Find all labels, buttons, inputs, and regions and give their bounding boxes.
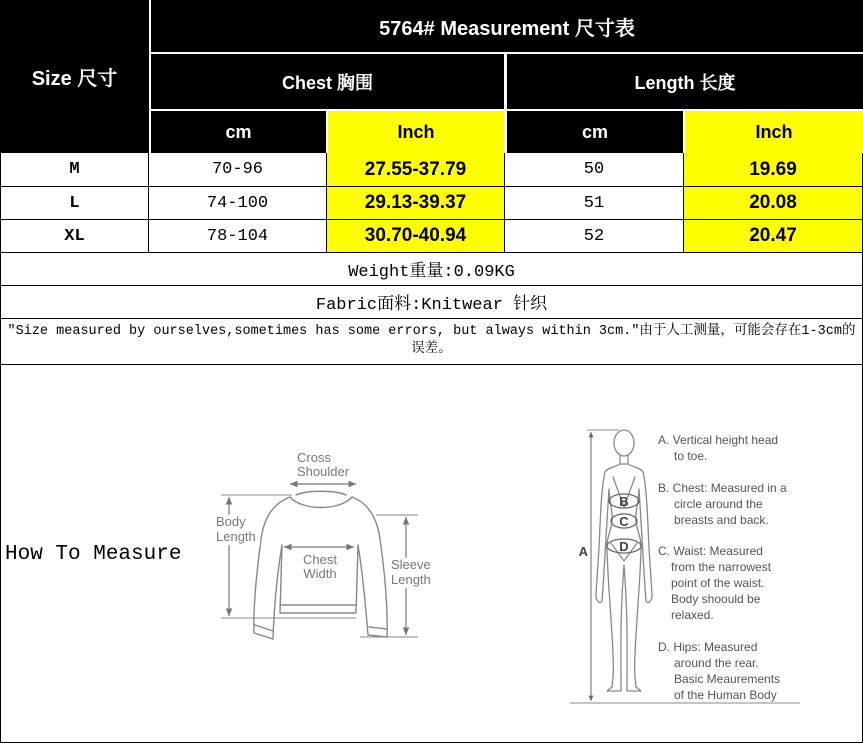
note-d-line: of the Human Body	[674, 688, 777, 702]
note-d-line: around the rear.	[674, 656, 759, 670]
length-cm-cell: 50	[505, 153, 684, 186]
chest-width-label: Width	[303, 566, 337, 581]
marker-d: D	[619, 539, 629, 554]
size-cell: XL	[0, 220, 149, 252]
size-cell: M	[0, 153, 149, 186]
note-a-line: to toe.	[674, 449, 708, 463]
cross-shoulder-label: Cross	[297, 450, 331, 465]
fabric-row: Fabric面料:Knitwear 针织	[0, 286, 863, 319]
sweater-diagram	[210, 445, 440, 650]
note-c-line: Body shoould be	[671, 592, 761, 606]
length-inch-cell: 19.69	[684, 153, 863, 186]
length-inch-cell: 20.08	[684, 187, 863, 219]
table-row	[0, 153, 863, 187]
note-b-line: B. Chest: Measured in a	[658, 481, 787, 495]
marker-b: B	[619, 494, 629, 509]
size-header: Size 尺寸	[0, 0, 149, 153]
body-length-label: Length	[216, 529, 256, 544]
note-c-line: C. Waist: Measured	[658, 544, 763, 558]
size-cell: L	[0, 187, 149, 219]
sweater-collar	[290, 491, 352, 507]
sleeve-length-label: Sleeve	[391, 557, 431, 572]
marker-c: C	[619, 514, 629, 529]
note-c-line: point of the waist.	[671, 576, 765, 590]
chest-inch-cell: 29.13-39.37	[327, 187, 505, 219]
chest-cm-header: cm	[151, 111, 326, 153]
length-inch-header: Inch	[685, 111, 863, 153]
how-to-measure-label: How To Measure	[5, 543, 182, 566]
chest-group-header: Chest 胸围	[151, 54, 504, 109]
note-c-line: from the narrowest	[671, 560, 772, 574]
length-group-header: Length 长度	[507, 54, 863, 109]
weight-row: Weight重量:0.09KG	[0, 253, 863, 286]
length-cm-cell: 51	[505, 187, 684, 219]
sleeve-length-label: Length	[391, 572, 431, 587]
chest-cm-cell: 78-104	[149, 220, 327, 252]
chest-width-label: Chest	[303, 552, 337, 567]
chest-cm-cell: 70-96	[149, 153, 327, 186]
figure-head	[614, 430, 634, 456]
note-a-line: A. Vertical height head	[658, 433, 779, 447]
length-inch-cell: 20.47	[684, 220, 863, 252]
note-d-line: D. Hips: Measured	[658, 640, 758, 654]
chest-inch-cell: 27.55-37.79	[327, 153, 505, 186]
measurement-note: "Size measured by ourselves,sometimes has some errors, but always within 3cm."由于人工测量，可能会存在1-3cm的误差。	[0, 319, 863, 365]
note-b-line: circle around the	[674, 497, 763, 511]
table-row	[0, 187, 863, 220]
note-b-line: breasts and back.	[674, 513, 769, 527]
chest-inch-cell: 30.70-40.94	[327, 220, 505, 252]
marker-a: A	[578, 544, 588, 559]
chest-inch-header: Inch	[328, 111, 504, 153]
length-cm-header: cm	[507, 111, 683, 153]
note-c-line: relaxed.	[671, 608, 714, 622]
body-length-label: Body	[216, 514, 246, 529]
length-cm-cell: 52	[505, 220, 684, 252]
table-row	[0, 220, 863, 253]
body-diagram	[565, 425, 805, 710]
chart-title: 5764# Measurement 尺寸表	[151, 0, 863, 52]
chest-cm-cell: 74-100	[149, 187, 327, 219]
note-d-line: Basic Meaurements	[674, 672, 781, 686]
cross-shoulder-label: Shoulder	[297, 464, 350, 479]
